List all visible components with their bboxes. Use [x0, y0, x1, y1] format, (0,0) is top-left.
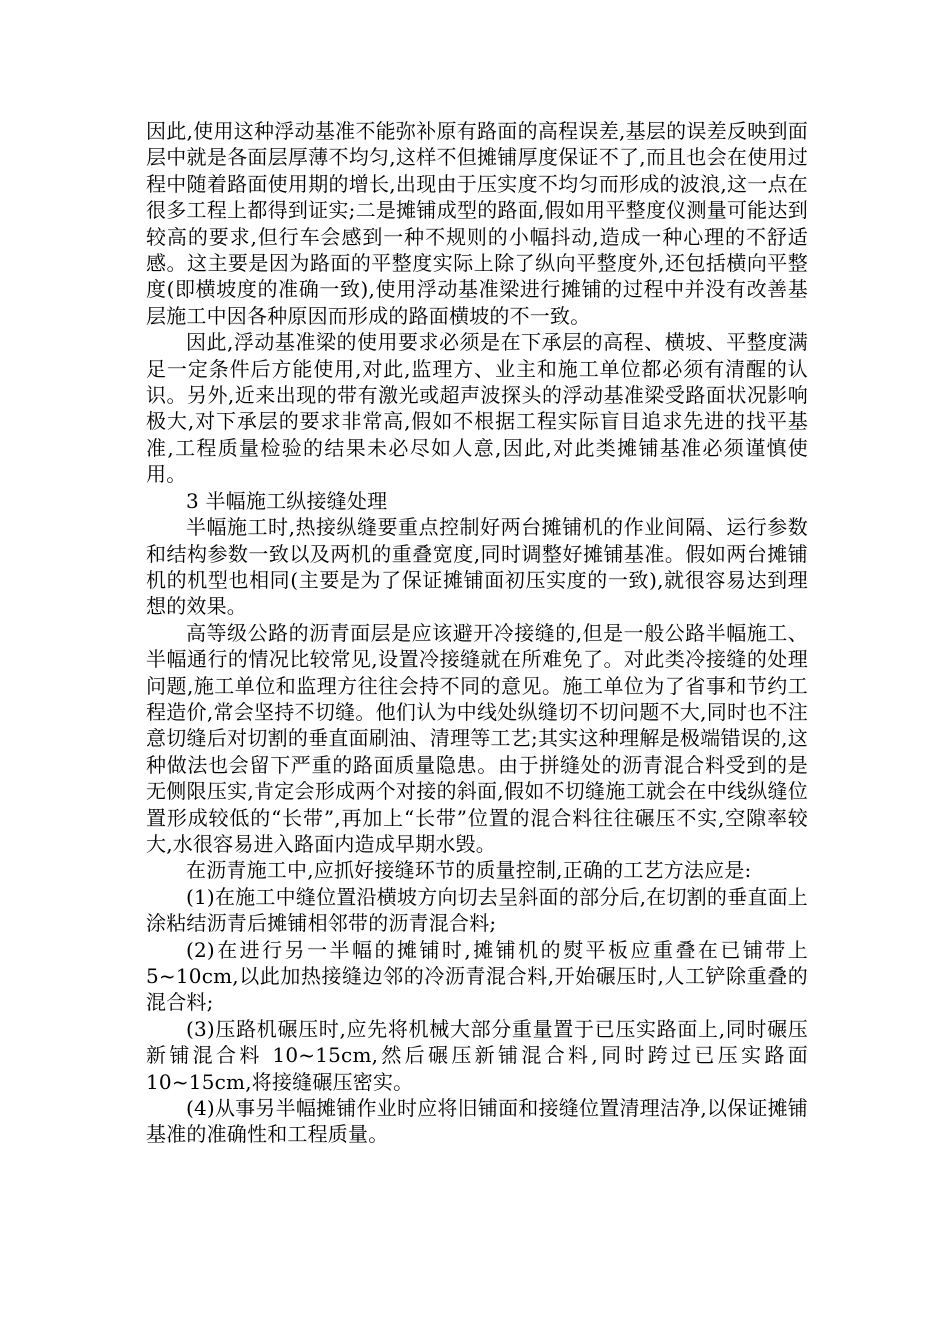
list-item-4: (4)从事另半幅摊铺作业时应将旧铺面和接缝位置清理洁净,以保证摊铺基准的准确性和工程质量。 [146, 1096, 808, 1147]
paragraph-floating-beam-requirements: 因此,浮动基准梁的使用要求必须是在下承层的高程、横坡、平整度满足一定条件后方能使用,对此,监理方、业主和施工单位都必须有清醒的认识。另外,近来出现的带有激光或超声波探头的浮动基准梁受路面状况影响极大,对下承层的要求非常高,假如不根据工程实际盲目追求先进的找平基准,工程质量检验的结果未必尽如人意,因此,对此类摊铺基准必须谨慎使用。 [146, 330, 808, 487]
paragraph-cold-joint: 高等级公路的沥青面层是应该避开冷接缝的,但是一般公路半幅施工、半幅通行的情况比较常见,设置冷接缝就在所难免了。对此类冷接缝的处理问题,施工单位和监理方往往会持不同的意见。施工单位为了省事和节约工程造价,常会坚持不切缝。他们认为中线处纵缝切不切问题不大,同时也不注意切缝后对切割的垂直面刷油、清理等工艺;其实这种理解是极端错误的,这种做法也会留下严重的路面质量隐患。由于拼缝处的沥青混合料受到的是无侧限压实,肯定会形成两个对接的斜面,假如不切缝施工就会在中线纵缝位置形成较低的“长带”,再加上“长带”位置的混合料往往碾压不实,空隙率较大,水很容易进入路面内造成早期水毁。 [146, 620, 808, 856]
list-item-2: (2)在进行另一半幅的摊铺时,摊铺机的熨平板应重叠在已铺带上5~10cm,以此加热接缝边邻的冷沥青混合料,开始碾压时,人工铲除重叠的混合料; [146, 937, 808, 1015]
paragraph-continuation: 因此,使用这种浮动基准不能弥补原有路面的高程误差,基层的误差反映到面层中就是各面层厚薄不均匀,这样不但摊铺厚度保证不了,而且也会在使用过程中随着路面使用期的增长,出现由于压实度不均匀而形成的波浪,这一点在很多工程上都得到证实;二是摊铺成型的路面,假如用平整度仪测量可能达到较高的要求,但行车会感到一种不规则的小幅抖动,造成一种心理的不舒适感。这主要是因为路面的平整度实际上除了纵向平整度外,还包括横向平整度(即横坡度的准确一致),使用浮动基准梁进行摊铺的过程中并没有改善基层施工中因各种原因而形成的路面横坡的不一致。 [146, 119, 808, 328]
document-page [146, 118, 808, 1148]
section-heading: 3 半幅施工纵接缝处理 [186, 488, 388, 513]
paragraph-hot-joint: 半幅施工时,热接纵缝要重点控制好两台摊铺机的作业间隔、运行参数和结构参数一致以及两机的重叠宽度,同时调整好摊铺基准。假如两台摊铺机的机型也相同(主要是为了保证摊铺面初压实度的一致),就很容易达到理想的效果。 [146, 515, 808, 619]
list-item-3: (3)压路机碾压时,应先将机械大部分重量置于已压实路面上,同时碾压新铺混合料 10~15cm,然后碾压新铺混合料,同时跨过已压实路面10~15cm,将接缝碾压密实。 [146, 1016, 808, 1094]
paragraph-method-intro: 在沥青施工中,应抓好接缝环节的质量控制,正确的工艺方法应是: [186, 858, 752, 883]
list-item-1: (1)在施工中缝位置沿横坡方向切去呈斜面的部分后,在切割的垂直面上涂粘结沥青后摊铺相邻带的沥青混合料; [146, 884, 808, 936]
